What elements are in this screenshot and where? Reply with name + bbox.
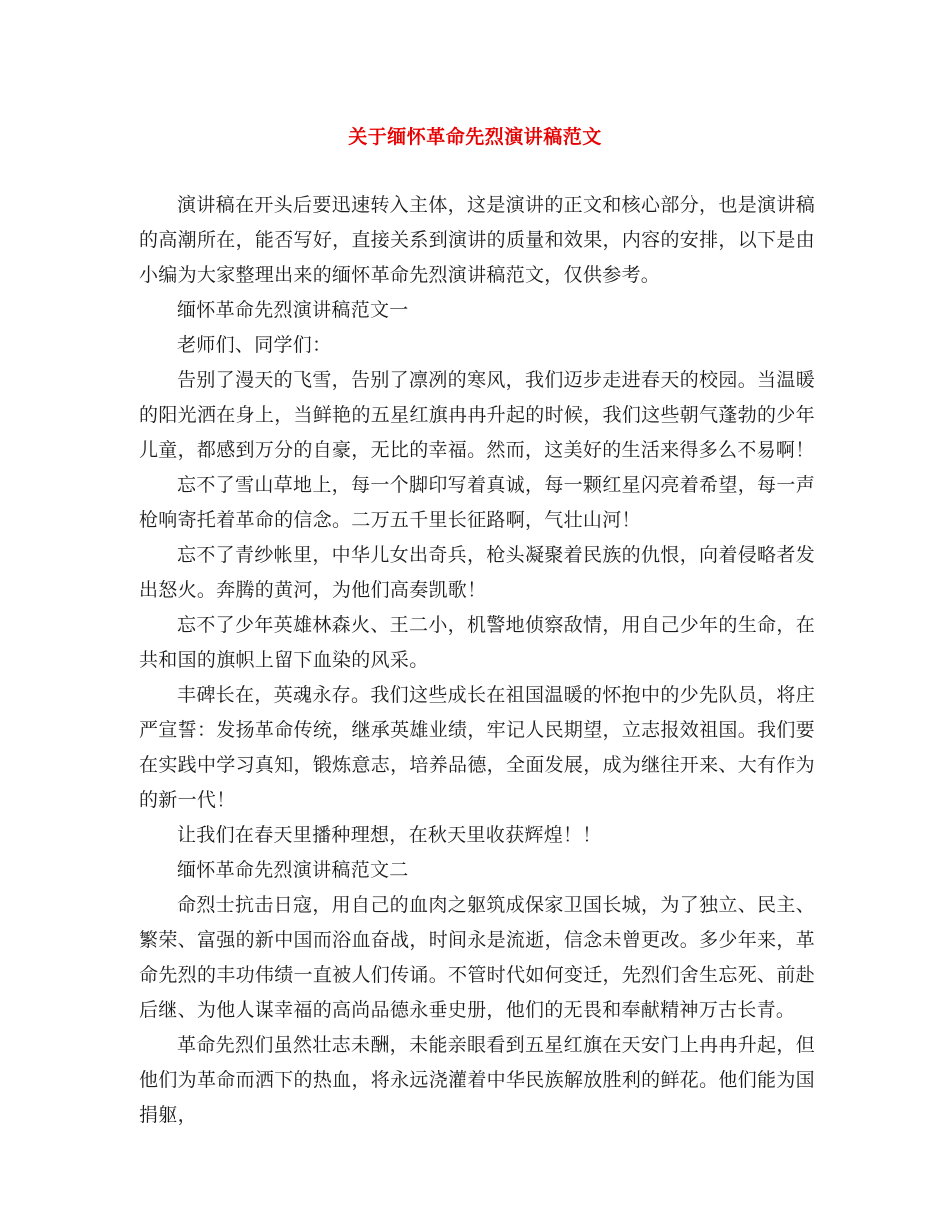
document-title: 关于缅怀革命先烈演讲稿范文	[348, 126, 602, 148]
body-paragraph: 忘不了少年英雄林森火、王二小，机警地侦察敌情，用自己少年的生命，在共和国的旗帜上留下血染的风采。	[139, 614, 815, 671]
body-paragraph: 让我们在春天里播种理想，在秋天里收获辉煌！！	[177, 824, 602, 846]
body-paragraph: 革命先烈们虽然壮志未酬，未能亲眼看到五星红旗在天安门上冉冉升起，但他们为革命而洒下的热血，将永远浇灌着中华民族解放胜利的鲜花。他们能为国捐躯，	[139, 1034, 815, 1126]
body-paragraph: 忘不了青纱帐里，中华儿女出奇兵，枪头凝聚着民族的仇恨，向着侵略者发出怒火。奔腾的黄河，为他们高奏凯歌！	[139, 544, 815, 601]
intro-paragraph: 演讲稿在开头后要迅速转入主体，这是演讲的正文和核心部分，也是演讲稿的高潮所在，能否写好，直接关系到演讲的质量和效果，内容的安排，以下是由小编为大家整理出来的缅怀革命先烈演讲稿范文，仅供参考。	[139, 194, 815, 286]
body-paragraph: 忘不了雪山草地上，每一个脚印写着真诚，每一颗红星闪亮着希望，每一声枪响寄托着革命的信念。二万五千里长征路啊，气壮山河！	[139, 474, 815, 531]
section-heading-one: 缅怀革命先烈演讲稿范文一	[177, 299, 409, 321]
salutation: 老师们、同学们：	[177, 334, 332, 356]
section-heading-two: 缅怀革命先烈演讲稿范文二	[177, 859, 409, 881]
body-paragraph: 丰碑长在，英魂永存。我们这些成长在祖国温暖的怀抱中的少先队员，将庄严宣誓：发扬革命传统，继承英雄业绩，牢记人民期望，立志报效祖国。我们要在实践中学习真知，锻炼意志，培养品德，全面发展，成为继往开来、大有作为的新一代！	[139, 684, 815, 811]
body-paragraph: 命烈士抗击日寇，用自己的血肉之躯筑成保家卫国长城，为了独立、民主、繁荣、富强的新中国而浴血奋战，时间永是流逝，信念未曾更改。多少年来，革命先烈的丰功伟绩一直被人们传诵。不管时代如何变迁，先烈们舍生忘死、前赴后继、为他人谋幸福的高尚品德永垂史册，他们的无畏和奉献精神万古长青。	[139, 894, 815, 1021]
document-body	[139, 188, 815, 1133]
body-paragraph: 告别了漫天的飞雪，告别了凛冽的寒风，我们迈步走进春天的校园。当温暖的阳光洒在身上，当鲜艳的五星红旗冉冉升起的时候，我们这些朝气蓬勃的少年儿童，都感到万分的自豪，无比的幸福。然而，这美好的生活来得多么不易啊！	[139, 369, 815, 461]
